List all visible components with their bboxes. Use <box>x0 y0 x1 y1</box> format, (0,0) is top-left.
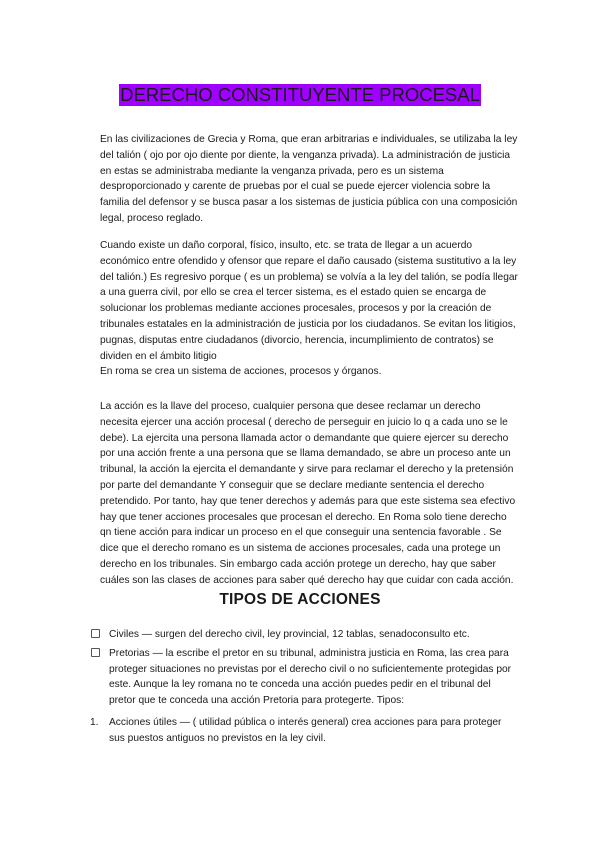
numbered-item <box>90 715 520 747</box>
paragraph-block-dano <box>100 238 520 380</box>
list-number: 1. <box>90 717 99 728</box>
numbered-list <box>90 715 520 747</box>
checklist-item-text: Civiles — surgen del derecho civil, ley provincial, 12 tablas, senadoconsulto etc. <box>109 629 470 640</box>
section-heading: TIPOS DE ACCIONES <box>219 591 381 608</box>
numbered-item-text: Acciones útiles — ( utilidad pública o interés general) crea acciones para para proteger sus puestos antiguos no previstos en la ley civil. <box>109 717 502 744</box>
checklist-item-pretorias <box>90 646 520 709</box>
checklist-item-text: Pretorias — la escribe el pretor en su tribunal, administra justicia en Roma, las crea para proteger situaciones no previstas por el derecho civil o no suficientemente protegidas por este. Aunque la ley romana no te conceda una acción puedes pedir en el tribunal del pretor que te conceda una acción Pretoria para protegerte. Tipos: <box>109 647 512 707</box>
paragraph-sistema-acciones: En roma se crea un sistema de acciones, procesos y órganos. <box>100 366 382 378</box>
checklist-item-civiles <box>90 627 520 643</box>
page-title: DERECHO CONSTITUYENTE PROCESAL <box>120 84 480 105</box>
paragraph-dano-corporal: Cuando existe un daño corporal, físico, insulto, etc. se trata de llegar a un acuerdo económico entre ofendido y ofensor que repare el daño causado (sistema sustitutivo a la ley del talión.) Es regresivo porque ( es un problema) se volvía a la ley del talión, se podía llegar a una guerra civil, por ello se crea el tercer sistema, es el estado quien se encarga de solucionar los problemas mediante acciones procesales, procesos y por la creación de tribunales estatales en la administración de justicia por los ciudadanos. Se evitan los litigios, pugnas, disputas entre ciudadanos (divorcio, herencia, incumplimiento de contratos) se dividen en el ámbito litigio <box>100 240 518 362</box>
checklist <box>90 627 520 712</box>
paragraph-grecia-roma: En las civilizaciones de Grecia y Roma, que eran arbitrarias e individuales, se utilizaba la ley del talión ( ojo por ojo diente por diente, la venganza privada). La administración de justicia en estas se administraba mediante la venganza privada, pero es un sistema desproporcionado y carente de pruebas por el cual se puede ejercer violencia sobre la familia del defensor y se busca pasar a los sistemas de justicia pública con una composición legal, proceso reglado. <box>100 134 518 224</box>
checkbox-icon[interactable] <box>91 648 100 657</box>
checkbox-icon[interactable] <box>91 629 100 638</box>
paragraph-accion-llave: La acción es la llave del proceso, cualquier persona que desee reclamar un derecho necesita ejercer una acción procesal ( derecho de perseguir en juicio lo q a cada uno se le debe). La ejercita una persona llamada actor o demandante que quiere ejercer su derecho por una acción frente a una persona que se llama demandado, se abre un proceso ante un tribunal, la acción la ejercita el demandante y sirve para reclamar el derecho y la pretensión por parte del demandante Y conseguir que se declare mediante sentencia el derecho pretendido. Por tanto, hay que tener derechos y además para que este sistema sea efectivo hay que tener acciones procesales que procesan el derecho. En Roma solo tiene derecho qn tiene acción para indicar un proceso en el que conseguir una sentencia favorable . Se dice que el derecho romano es un sistema de acciones procesales, cada una protege un derecho en los tribunales. Sin embargo cada acción protege un derecho, hay que saber cuáles son las clases de acciones para saber qué derecho hay que cuidar con cada acción. <box>100 401 516 586</box>
title-wrap <box>0 84 600 106</box>
